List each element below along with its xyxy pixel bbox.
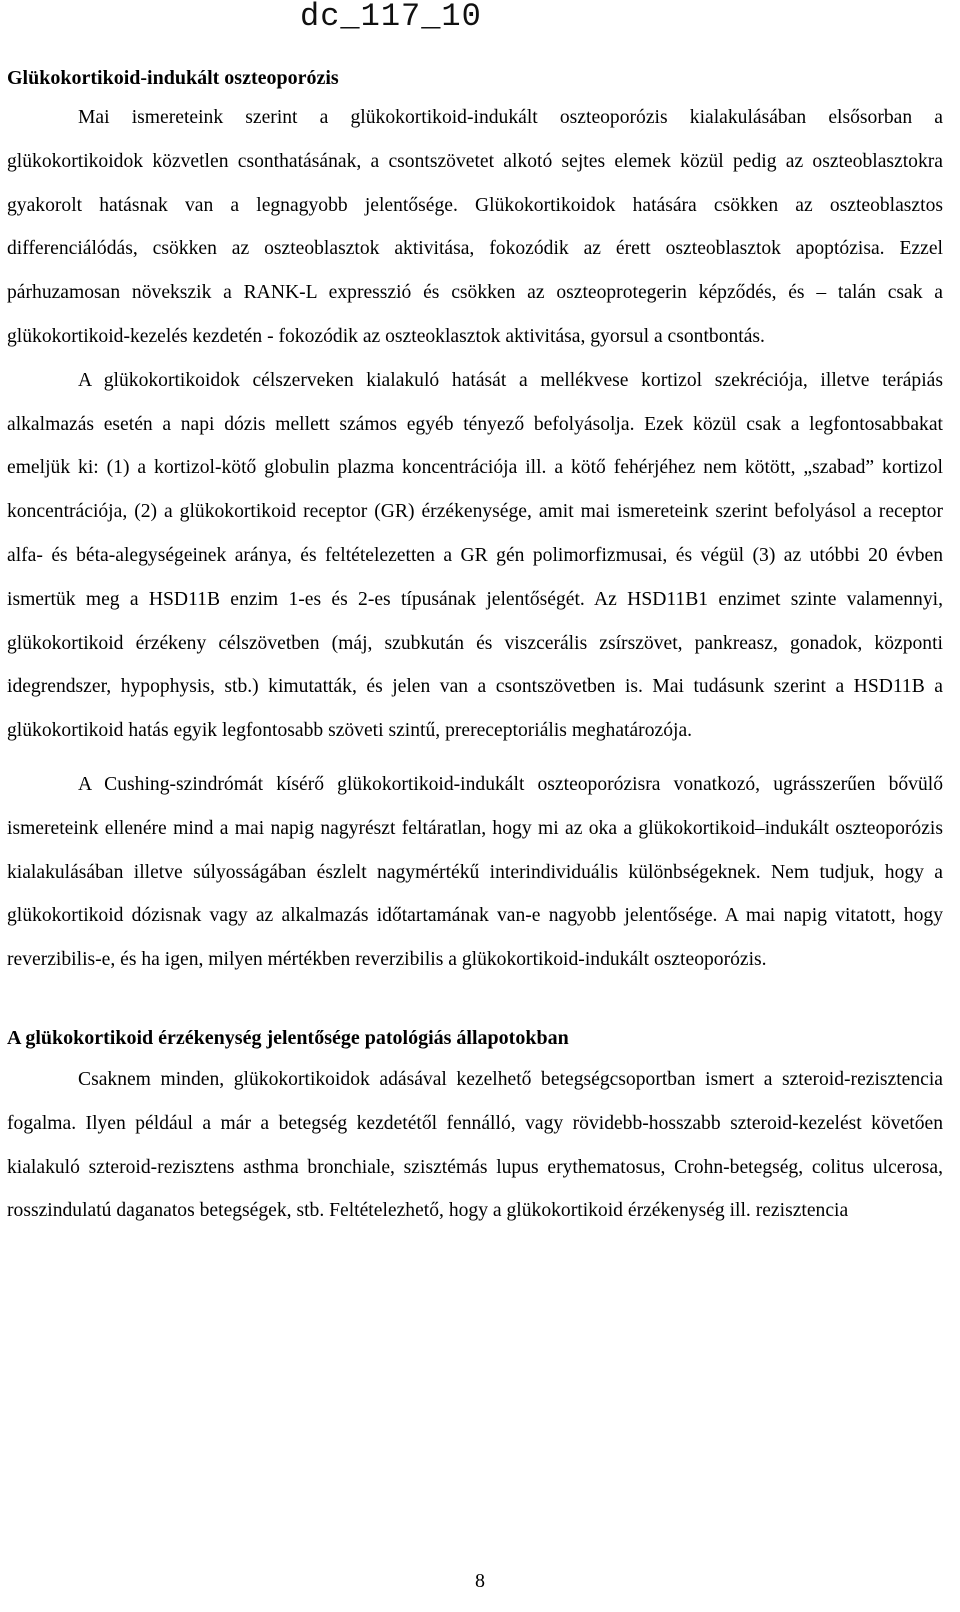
section-heading-wrap [7, 1018, 943, 1058]
paragraph: Csaknem minden, glükokortikoidok adásával kezelhető betegségcsoportban ismert a szteroid-rezisztencia fogalma. Ilyen például a már a betegség kezdetétől fennálló, vagy rövidebb-hosszabb szteroid-kezelést követően kialakuló szteroid-rezisztens asthma bronchiale, szisztémás lupus erythematosus, Crohn-betegség, colitus ulcerosa, rosszindulatú daganatos betegségek, stb. Feltételezhető, hogy a glükokortikoid érzékenység ill. rezisztencia [7, 1068, 943, 1222]
paragraph: A glükokortikoidok célszerveken kialakuló hatását a mellékvese kortizol szekréciója, illetve terápiás alkalmazás esetén a napi dózis mellett számos egyéb tényező befolyásolja. Ezek közül csak a legfontosabbakat emeljük ki: (1) a kortizol-kötő globulin plazma koncentrációja ill. a kötő fehérjéhez nem kötött, „szabad” kortizol koncentrációja, (2) a glükokortikoid receptor (GR) érzékenysége, amit mai ismereteink szerint befolyásol a receptor alfa- és béta-alegységeinek aránya, és feltételezetten a GR gén polimorfizmusai, és végül (3) az utóbbi 20 évben ismertük meg a HSD11B enzim 1-es és 2-es típusának jelentőségét. Az HSD11B1 enzimet szinte valamennyi, glükokortikoid érzékeny célszövetben (máj, szubkután és viszcerális zsírszövet, pankreasz, gonadok, központi idegrendszer, hypophysis, stb.) kimutatták, és jelen van a csontszövetben is. Mai tudásunk szerint a HSD11B a glükokortikoid hatás egyik legfontosabb szöveti szintű, prereceptoriális meghatározója. [7, 369, 943, 742]
section-title-osteoporosis: Glükokortikoid-indukált oszteoporózis [7, 67, 339, 89]
paragraph-spacer [7, 753, 943, 763]
section-title-glucocorticoid-sensitivity: A glükokortikoid érzékenység jelentősége patológiás állapotokban [7, 1026, 569, 1049]
document-id: dc_117_10 [300, 0, 482, 35]
page-number: 8 [475, 1570, 485, 1592]
paragraph: Mai ismereteink szerint a glükokortikoid-indukált oszteoporózis kialakulásában elsősorban a glükokortikoidok közvetlen csonthatásának, a csontszövetet alkotó sejtes elemek közül pedig az oszteoblasztokra gyakorolt hatásnak van a legnagyobb jelentősége. Glükokortikoidok hatására csökken az oszteoblasztos differenciálódás, csökken az oszteoblasztok aktivitása, fokozódik az érett oszteoblasztok apoptózisa. Ezzel párhuzamosan növekszik a RANK-L expresszió és csökken az oszteoprotegerin képződés, és – talán csak a glükokortikoid-kezelés kezdetén - fokozódik az oszteoklasztok aktivitása, gyorsul a csontbontás. [7, 107, 943, 347]
paragraph: A Cushing-szindrómát kísérő glükokortikoid-indukált oszteoporózisra vonatkozó, ugrásszerűen bővülő ismereteink ellenére mind a mai napig nagyrészt feltáratlan, hogy mi az oka a glükokortikoid–indukált oszteoporózis kialakulásában illetve súlyosságában észlelt nagymértékű interindividuális különbségeknek. Nem tudjuk, hogy a glükokortikoid dózisnak vagy az alkalmazás időtartamának van-e nagyobb jelentősége. A mai napig vitatott, hogy reverzibilis-e, és ha igen, milyen mértékben reverzibilis a glükokortikoid-indukált oszteoporózis. [7, 773, 943, 971]
page-content [7, 60, 943, 1233]
